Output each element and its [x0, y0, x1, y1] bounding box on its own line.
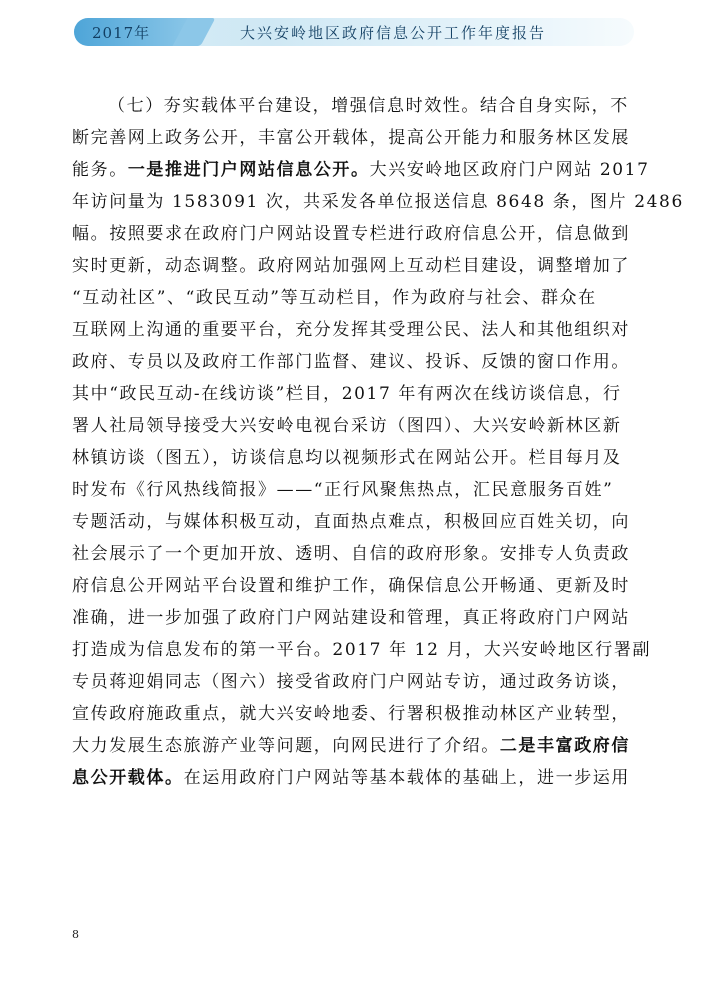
header-year: 2017年 [92, 24, 151, 42]
bold-heading-two-cont: 息公开载体。 [72, 768, 184, 788]
page-number: 8 [72, 928, 79, 941]
text-line: （七）夯实载体平台建设，增强信息时效性。结合自身实际，不 [108, 96, 629, 116]
text-line: 其中“政民互动-在线访谈”栏目，2017 年有两次在线访谈信息，行 [72, 384, 622, 404]
text-line [72, 730, 638, 762]
text-run: 大兴安岭地区政府门户网站 2017 [369, 160, 650, 180]
text-line: 打造成为信息发布的第一平台。2017 年 12 月，大兴安岭地区行署副 [72, 640, 652, 660]
text-line [72, 154, 650, 186]
text-line: 断完善网上政务公开，丰富公开载体，提高公开能力和服务林区发展 [72, 128, 630, 148]
body-text [72, 90, 684, 794]
text-line: 实时更新，动态调整。政府网站加强网上互动栏目建设，调整增加了 [72, 256, 630, 276]
text-line: “互动社区”、“政民互动”等互动栏目，作为政府与社会、群众在 [72, 288, 597, 308]
header-title: 大兴安岭地区政府信息公开工作年度报告 [240, 24, 547, 42]
text-line: 林镇访谈（图五），访谈信息均以视频形式在网站公开。栏目每月及 [72, 448, 622, 468]
page-header [74, 14, 634, 50]
paragraph [72, 90, 684, 794]
text-line: 政府、专员以及政府工作部门监督、建议、投诉、反馈的窗口作用。 [72, 352, 630, 372]
text-line: 幅。按照要求在政府门户网站设置专栏进行政府信息公开，信息做到 [72, 224, 630, 244]
bold-heading-two: 二是丰富政府信 [499, 736, 631, 756]
text-line: 社会展示了一个更加开放、透明、自信的政府形象。安排专人负责政 [72, 544, 630, 564]
text-line: 准确，进一步加强了政府门户网站建设和管理，真正将政府门户网站 [72, 608, 630, 628]
text-run: 在运用政府门户网站等基本载体的基础上，进一步运用 [183, 768, 631, 788]
text-line: 府信息公开网站平台设置和维护工作，确保信息公开畅通、更新及时 [72, 576, 630, 596]
text-line: 互联网上沟通的重要平台，充分发挥其受理公民、法人和其他组织对 [72, 320, 630, 340]
text-line: 时发布《行风热线简报》——“正行风聚焦热点，汇民意服务百姓” [72, 480, 614, 500]
text-line: 专题活动，与媒体积极互动，直面热点难点，积极回应百姓关切，向 [72, 512, 630, 532]
text-line [72, 762, 638, 794]
text-line: 年访问量为 1583091 次，共采发各单位报送信息 8648 条，图片 2486 [72, 192, 684, 212]
text-line: 专员蒋迎娟同志（图六）接受省政府门户网站专访，通过政务访谈， [72, 672, 630, 692]
text-run: 能务。 [72, 160, 128, 180]
text-line: 宣传政府施政重点，就大兴安岭地委、行署积极推动林区产业转型， [72, 704, 630, 724]
text-line: 署人社局领导接受大兴安岭电视台采访（图四）、大兴安岭新林区新 [72, 416, 622, 436]
bold-heading-one: 一是推进门户网站信息公开。 [127, 160, 370, 180]
text-run: 大力发展生态旅游产业等问题，向网民进行了介绍。 [72, 736, 500, 756]
